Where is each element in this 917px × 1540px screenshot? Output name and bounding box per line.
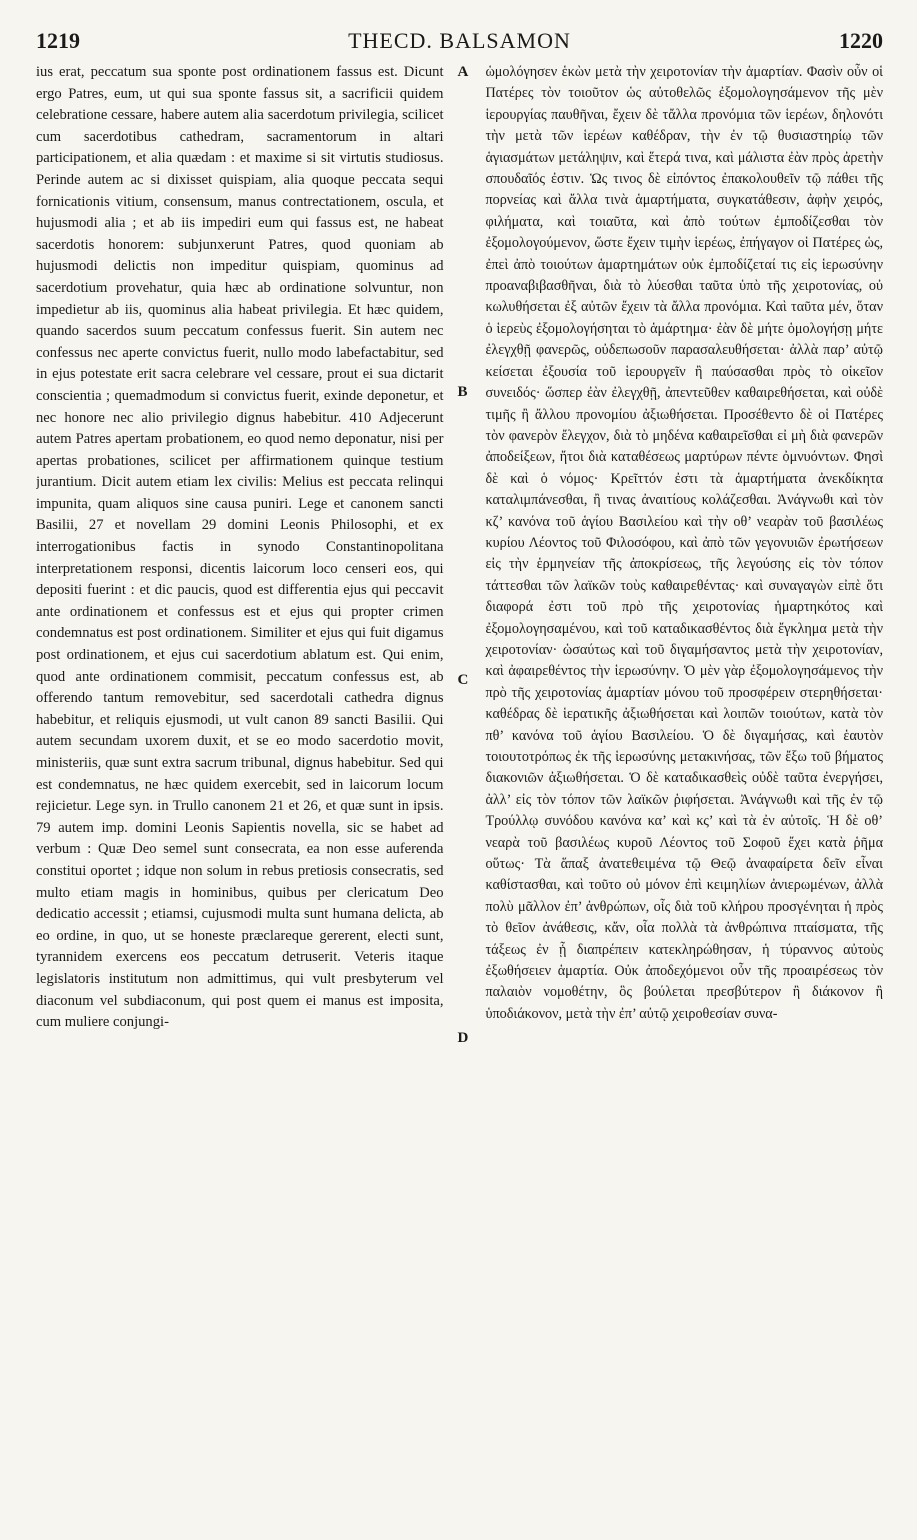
- page-header: [36, 28, 883, 62]
- latin-column: [36, 62, 444, 1512]
- marker-b: B: [457, 384, 468, 400]
- section-markers: [458, 62, 472, 1512]
- page-number-left: 1219: [36, 28, 80, 53]
- marker-a: A: [457, 64, 469, 80]
- latin-text: ius erat, peccatum sua sponte post ordinationem fassus est. Dicunt ergo Patres, eum, ut qui sua sponte fassus sit, a sacrificii quidem celebratione cessare, habere autem alia sacerdotum privilegia, scilicet cum sacerdotibus cathedram, sacramentorum in altari participationem, et alia quædam : et maxime si sit virtutis studiosus. Perinde autem ac si dixisset quispiam, alia quoque peccata sequi fornicationis vitium, consensum, manus contrectationem, oscula, et hujusmodi alia ; et ab iis impediri eum qui fassus est, ne habeat sacerdotis honorem: subjunxerunt Patres, quod quoniam ab hujusmodi delictis non impeditur quispiam, quominus ad sacerdotium provehatur, quia hæc ab ordinatione solvuntur, non impedietur ab iis, quominus alia habeat privilegia. Et hæc quidem, quando sacerdos suum peccatum confessus fuerit. Sin autem nec confessus nec aperte convictus fuerit, nullo modo labefactabitur, sed in ejus potestate erit sacra celebrare vel cessare, prout ei sua dictarit conscientia ; quemadmodum si convictus fuerit, exinde deponetur, et nec honore nec alio privilegio dignus habebitur. 410 Adjecerunt autem Patres apertam probationem, eo quod nemo deponatur, nisi per apertas probationes, scilicet per affirmationem quinque testium jurantium. Dicit autem etiam lex civilis: Melius est peccata relinqui impunita, quam aliquos sine causa puniri. Lege et canonem sancti Basilii, 27 et novellam 29 domini Leonis Philosophi, et ex interrogationibus factis in synodo Constantinopolitana interpretationem responsi, dicentis laicorum loco censeri eos, qui depositi fuerint : et dic paucis, quod est differentia ejus qui peccavit ante ordinationem et confessus est et ejus qui propter crimen condemnatus est post ordinationem. Similiter et ejus qui fuit digamus post ordinationem, et ejus cui sacerdotium ablatum est. Qui enim, quod ante ordinationem commisit, peccatum confessus est, ab offerendo tantum removebitur, sed sacerdotali cathedra dignus habebitur, et reliquis ejusmodi, ut vult canon 89 sancti Basilii. Qui autem secundam uxorem duxit, et se eo modo sacerdotio movit, ministeriis, quæ sunt extra sacrum tribunal, dignus habebitur. Sed qui est condemnatus, ne hæc quidem exercebit, sed in laicorum locum rejicietur. Lege syn. in Trullo canonem 21 et 26, et quæ sunt in ipsis. 79 autem imp. domini Leonis Sapientis novella, sic se habet ad verbum : Quæ Deo semel sunt consecrata, ea non esse auferenda constitui oportet ; idque non solum in rebus pretiosis consecratis, sed multo etiam magis in hominibus, quibus per clericatum Deo dedicatio accessit ; etiamsi, cujusmodi multa sunt humana delicta, ab eo ordine, in quo, ut se honeste præclareque gererent, electi sunt, tyrannidem exercens eos peccatum detruserit. Veteris itaque legislatoris institutum non admittimus, qui vult presbyterum vel diaconum vel subdiaconum, qui post quem ei manus est imposita, cum muliere conjungi-: [36, 64, 444, 1031]
- marker-d: D: [457, 1030, 469, 1046]
- text-columns: [36, 62, 883, 1512]
- greek-column: [485, 62, 883, 1512]
- marker-c: C: [457, 672, 469, 688]
- greek-text: ὡμολόγησεν ἑκὼν μετὰ τὴν χειροτονίαν τὴν ἁμαρτίαν. Φασὶν οὖν οἱ Πατέρες τὸν τοιοῦτον ὡς αὐτοθελῶς ἐξομολογησάμενον τῆς μὲν ἱερουργίας παυθῆναι, ἔχειν δὲ τἄλλα προνόμια τῶν ἱερέων, δηλονότι τὴν μετὰ τῶν ἱερέων καθέδραν, τὴν ἐν τῷ θυσιαστηρίῳ τῶν ἁγιασμάτων μετάληψιν, καὶ ἕτερά τινα, καὶ μάλιστα ἐὰν πρὸς ἀρετὴν σπουδαῖός ἐστιν. Ὡς τινος δὲ εἰπόντος ἐπακολουθεῖν τῷ πάθει τῆς πορνείας καὶ ἄλλα τινὰ ἁμαρτήματα, συγκατάθεσιν, ἀφὴν χειρός, φιλήματα, καὶ τοιαῦτα, καὶ ἀπὸ τούτων ἐμποδίζεσθαι τὸν ἐξομολογούμενον, ὥστε ἔχειν τιμὴν ἱερέως, ἐπήγαγον οἱ Πατέρες ὡς, ἐπεὶ ἀπὸ τοιούτων ἁμαρτημάτων οὐκ ἐμποδίζεταί τις εἰς ἱερωσύνην προαναβιβασθῆναι, διὰ τὸ λύεσθαι ταῦτα ὑπὸ τῆς χειροτονίας, οὐ κωλυθήσεται ἐξ αὐτῶν ἔχειν τὰ ἄλλα προνόμια. Καὶ ταῦτα μέν, ὅταν ὁ ἱερεὺς ἐξομολογήσηται τὸ ἁμάρτημα· ἐὰν δὲ μήτε ὁμολογήσῃ μήτε ἐλεγχθῇ φανερῶς, οὐδεπωσοῦν παρασαλευθήσεται· ἀλλὰ παρ’ αὐτῷ κείσεται ἐξουσία τοῦ ἱερουργεῖν ἢ παύσασθαι πρὸς τὸ οἰκεῖον συνειδός· ὥσπερ ἐὰν ἐλεγχθῇ, ἀπεντεῦθεν καθαιρεθήσεται, καὶ οὐδὲ τιμῆς ἢ ἄλλου προνομίου ἀξιωθήσεται. Προσέθεντο δὲ οἱ Πατέρες τὸν φανερὸν ἔλεγχον, διὰ τὸ μηδένα καθαιρεῖσθαι εἰ μὴ διὰ φανερῶν ἀποδείξεων, ἤτοι διὰ καταθέσεως μαρτύρων πέντε ὀμνυόντων. Φησὶ δὲ καὶ ὁ νόμος· Κρεῖττόν ἐστι τὰ ἁμαρτήματα ἀνεκδίκητα καταλιμπάνεσθαι, ἢ τινας ἀναιτίους κολάζεσθαι. Ἀνάγνωθι καὶ τὸν κζ’ κανόνα τοῦ ἁγίου Βασιλείου καὶ τὴν οθ’ νεαρὰν τοῦ βασιλέως κυρίου Λέοντος τοῦ Φιλοσόφου, καὶ ἀπὸ τῶν γεγονυιῶν ἐρωτήσεων εἰς τὴν ἑρμηνείαν τῆς ἀποκρίσεως, τῆς λεγούσης εἰς τὸν τόπον τάττεσθαι τῶν λαϊκῶν τοὺς καθαιρεθέντας· καὶ συναγαγὼν εἰπὲ ὅτι διαφορά ἐστι τοῦ πρὸ τῆς χειροτονίας ἡμαρτηκότος καὶ ἐξομολογησαμένου, καὶ τοῦ καταδικασθέντος διὰ ἔγκλημα μετὰ τὴν χειροτονίαν· ὡσαύτως καὶ τοῦ διγαμήσαντος μετὰ τὴν χειροτονίαν, καὶ ἀφαιρεθέντος τὴν ἱερωσύνην. Ὁ μὲν γὰρ ἐξομολογησάμενος τὴν πρὸ τῆς χειροτονίας ἁμαρτίαν μόνου τοῦ προσφέρειν στερηθήσεται· καθέδρας δὲ ἱερατικῆς ἀξιωθήσεται καὶ λοιπῶν τοιούτων, κατὰ τὸν πθ’ κανόνα τοῦ ἁγίου Βασιλείου. Ὁ δὲ διγαμήσας, καὶ ἑαυτὸν τοιουτοτρόπως ἐκ τῆς ἱερωσύνης μετακινήσας, τῶν ἔξω τοῦ βήματος διακονιῶν ἀξιωθήσεται. Ὁ δὲ καταδικασθεὶς οὐδὲ ταῦτα ἐνεργήσει, ἀλλ’ εἰς τὸν τόπον τῶν λαϊκῶν ῥιφήσεται. Ἀνάγνωθι καὶ τῆς ἐν τῷ Τρούλλῳ συνόδου κανόνα κα’ καὶ κς’ καὶ τὰ ἐν αὐτοῖς. Ἡ δὲ οθ’ νεαρὰ τοῦ βασιλέως κυροῦ Λέοντος τοῦ Σοφοῦ ἔχει κατὰ ῥῆμα οὕτως· Τὰ ἅπαξ ἀνατεθειμένα τῷ Θεῷ ἀναφαίρετα δεῖν εἶναι καθίστασθαι, καὶ τοῦτο οὐ μόνον ἐπὶ κειμηλίων ἀνιερωμένων, ἀλλὰ πολὺ μᾶλλον ἐπ’ ἀνθρώπων, οἷς διὰ τοῦ κλήρου προσγένηται ἡ πρὸς τὸ θεῖον ἀνάθεσις, κἄν, οἷα πολλὰ τὰ ἀνθρώπινα πταίσματα, τῆς τάξεως ἐν ᾗ διαπρέπειν κατεκληρώθησαν, ἡ τύραννος αὐτοὺς ἐξωθήσειεν ἁμαρτία. Οὐκ ἀποδεχόμενοι οὖν τῆς προαιρέσεως τὸν παλαιὸν νομοθέτην, ὃς βούλεται πρεσβύτερον ἢ διάκονον ἢ ὑποδιάκονον, μετὰ τὴν ἐπ’ αὐτῷ χειροθεσίαν συνα-: [485, 64, 884, 1022]
- running-title: THECD. BALSAMON: [348, 28, 571, 53]
- page-number-right: 1220: [839, 28, 883, 53]
